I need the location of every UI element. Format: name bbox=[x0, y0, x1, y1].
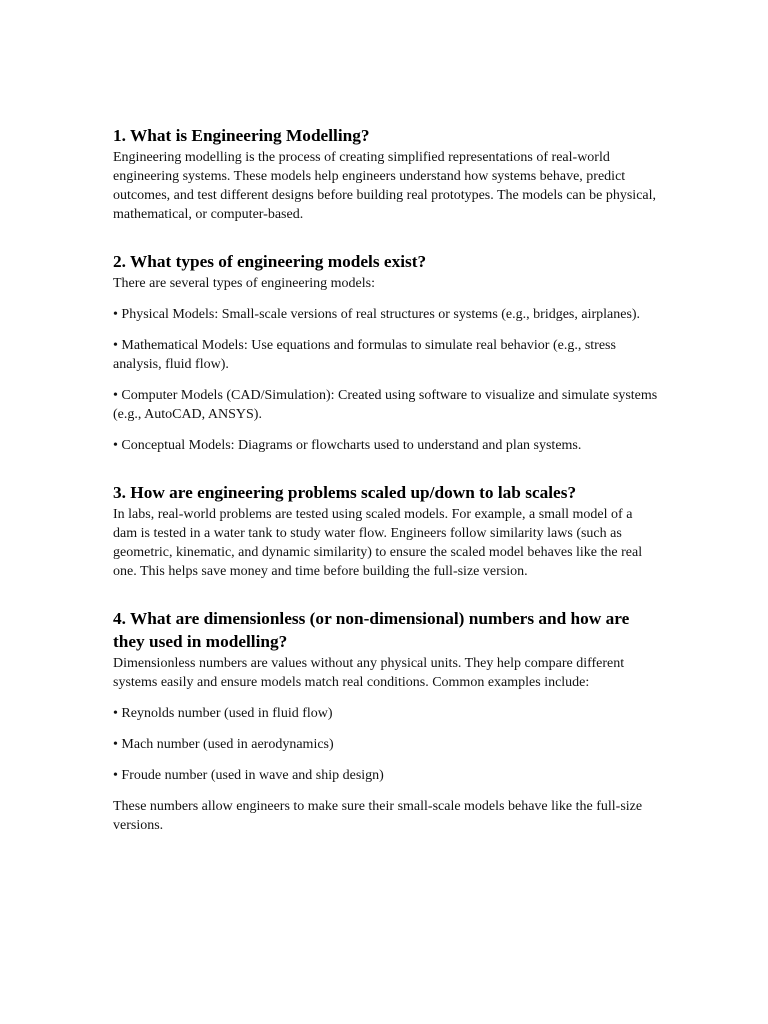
list-item: • Conceptual Models: Diagrams or flowcharts used to understand and plan systems. bbox=[113, 438, 582, 453]
section-heading: 3. How are engineering problems scaled up/down to lab scales? bbox=[113, 483, 577, 502]
list-item: • Computer Models (CAD/Simulation): Created using software to visualize and simulate systems (e.g., AutoCAD, ANSYS). bbox=[113, 388, 658, 422]
section-dimensionless-numbers bbox=[113, 607, 658, 835]
section-heading: 2. What types of engineering models exist? bbox=[113, 252, 427, 271]
section-body: There are several types of engineering models: bbox=[113, 276, 376, 291]
section-model-types bbox=[113, 250, 658, 455]
section-closing: These numbers allow engineers to make sure their small-scale models behave like the full-size versions. bbox=[113, 799, 643, 833]
list-item: • Froude number (used in wave and ship design) bbox=[113, 768, 384, 783]
section-body: In labs, real-world problems are tested using scaled models. For example, a small model of a dam is tested in a water tank to study water flow. Engineers follow similarity laws (such as geometric, kinematic, and dynamic similarity) to ensure the scaled model behaves like the real one. This helps save money and time before building the full-size version. bbox=[113, 507, 643, 579]
list-item: • Mathematical Models: Use equations and formulas to simulate real behavior (e.g., stress analysis, fluid flow). bbox=[113, 338, 616, 372]
section-heading: 1. What is Engineering Modelling? bbox=[113, 126, 370, 145]
list-item: • Physical Models: Small-scale versions of real structures or systems (e.g., bridges, airplanes). bbox=[113, 307, 641, 322]
section-body: Engineering modelling is the process of creating simplified representations of real-world engineering systems. These models help engineers understand how systems behave, predict outcomes, and test different designs before building real prototypes. The models can be physical, mathematical, or computer-based. bbox=[113, 150, 657, 222]
section-engineering-modelling bbox=[113, 124, 658, 224]
section-heading: 4. What are dimensionless (or non-dimensional) numbers and how are they used in modelling? bbox=[113, 609, 630, 651]
document-page bbox=[113, 124, 658, 861]
section-body: Dimensionless numbers are values without any physical units. They help compare different systems easily and ensure models match real conditions. Common examples include: bbox=[113, 656, 625, 690]
section-scaling bbox=[113, 481, 658, 581]
list-item: • Reynolds number (used in fluid flow) bbox=[113, 706, 333, 721]
bullet-list bbox=[113, 704, 658, 785]
bullet-list bbox=[113, 305, 658, 455]
list-item: • Mach number (used in aerodynamics) bbox=[113, 737, 334, 752]
